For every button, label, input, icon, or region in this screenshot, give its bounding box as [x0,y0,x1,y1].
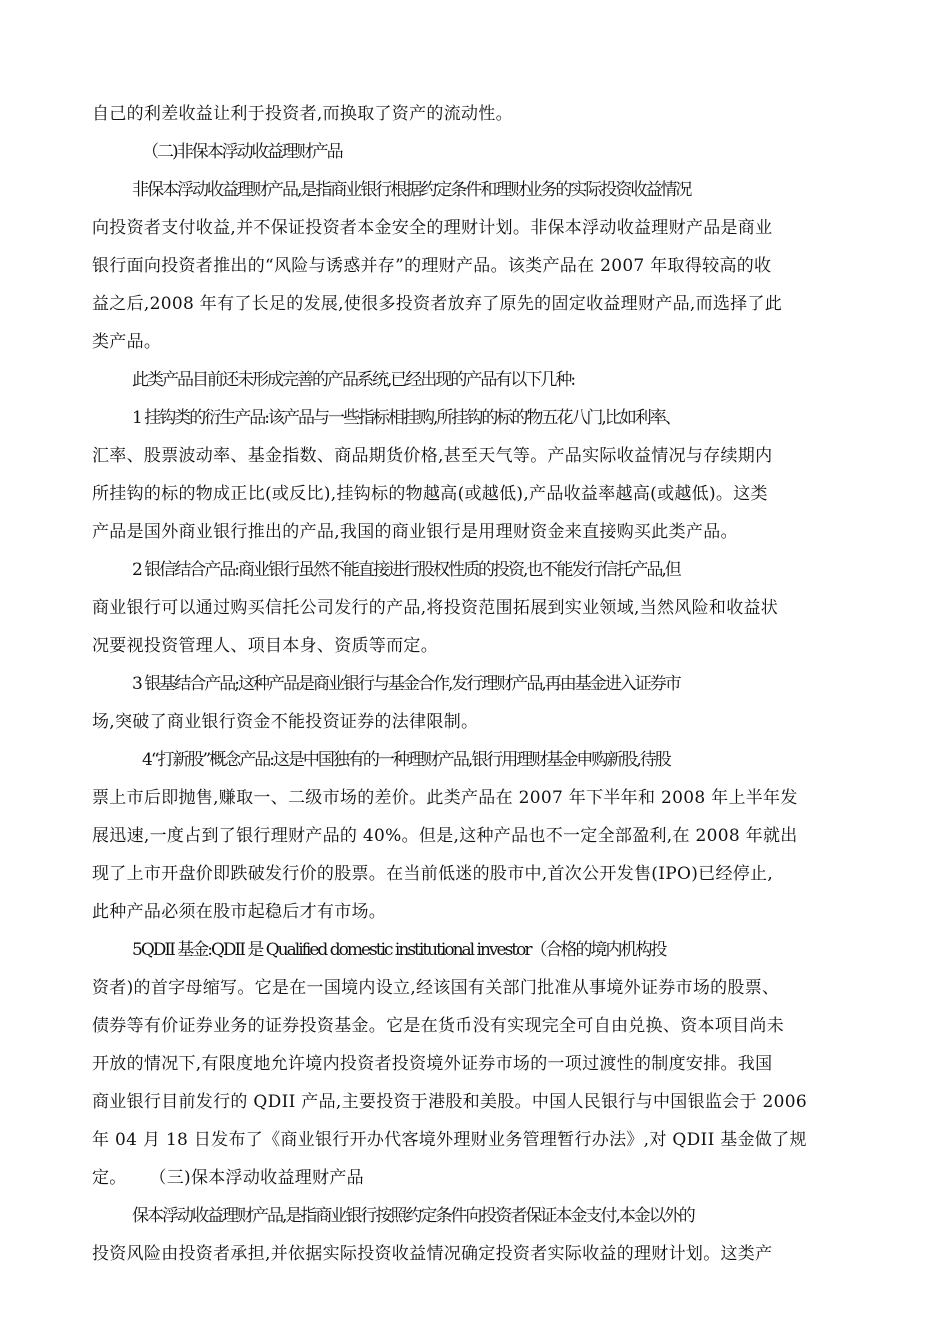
text-line: 商业银行目前发行的 QDII 产品,主要投资于港股和美股。中国人民银行与中国银监会于 2006 [92,1092,807,1112]
text-line: 此类产品目前还未形成完善的产品系统,已经出现的产品有以下几种: [132,370,575,390]
text-line: 展迅速,一度占到了银行理财产品的 40%。但是,这种产品也不一定全部盈利,在 2008 年就出 [92,826,798,846]
text-line: 向投资者支付收益,并不保证投资者本金安全的理财计划。非保本浮动收益理财产品是商业 [92,218,773,238]
text-line: 保本浮动收益理财产品,是指商业银行按照约定条件向投资者保证本金支付,本金以外的 [132,1206,694,1226]
text-line: 2 银信结合产品:商业银行虽然不能直接进行股权性质的投资,也不能发行信托产品,但 [132,560,680,580]
text-line: 场,突破了商业银行资金不能投资证券的法律限制。 [92,712,479,732]
text-line: 1 挂钩类的衍生产品:该产品与一些指标相挂购,所挂钩的标的物五花八门,比如利率、 [132,408,680,428]
text-line: 投资风险由投资者承担,并依据实际投资收益情况确定投资者实际收益的理财计划。这类产 [92,1244,773,1264]
text-line: 现了上市开盘价即跌破发行价的股票。在当前低迷的股市中,首次公开发售(IPO)已经停止, [92,864,774,884]
text-line: 定。 （三)保本浮动收益理财产品 [92,1168,364,1188]
text-line: 类产品。 [92,332,162,352]
text-line: 产品是国外商业银行推出的产品,我国的商业银行是用理财资金来直接购买此类产品。 [92,522,738,542]
text-line: 年 04 月 18 日发布了《商业银行开办代客境外理财业务管理暂行办法》,对 QDII 基金做了规 [92,1130,807,1150]
text-line: 3 银基结合产品;这种产品是商业银行与基金合作,发行理财产品,再由基金进入证券市 [132,674,680,694]
text-line: 商业银行可以通过购买信托公司发行的产品,将投资范围拓展到实业领域,当然风险和收益状 [92,598,779,618]
text-line: 5QDII 基金:QDII 是 Qualified domestic institutional investor（合格的境内机构投 [132,940,666,960]
text-line: 此种产品必须在股市起稳后才有市场。 [92,902,387,922]
section-heading: （二)非保本浮动收益理财产品 [142,142,342,162]
text-line: 债券等有价证券业务的证券投资基金。它是在货币没有实现完全可自由兑换、资本项目尚未 [92,1016,784,1036]
text-line: 所挂钩的标的物成正比(或反比),挂钩标的物越高(或越低),产品收益率越高(或越低)。这类 [92,484,768,504]
text-line: 资者)的首字母缩写。它是在一国境内设立,经该国有关部门批准从事境外证券市场的股票、 [92,978,780,998]
text-line: 况要视投资管理人、项目本身、资质等而定。 [92,636,438,656]
text-line: 银行面向投资者推出的“风险与诱惑并存”的理财产品。该类产品在 2007 年取得较高的收 [92,256,772,276]
text-line: 益之后,2008 年有了长足的发展,使很多投资者放弃了原先的固定收益理财产品,而选择了此 [92,294,783,314]
text-line: 开放的情况下,有限度地允许境内投资者投资境外证券市场的一项过渡性的制度安排。我国 [92,1054,773,1074]
text-line: 票上市后即抛售,赚取一、二级市场的差价。此类产品在 2007 年下半年和 2008 年上半年发 [92,788,798,808]
text-line: 4“打新股”概念产品:这是中国独有的一种理财产品,银行用理财基金申购新股,待股 [142,750,670,770]
text-line: 汇率、股票波动率、基金指数、商品期货价格,甚至天气等。产品实际收益情况与存续期内 [92,446,773,466]
text-line: 自己的利差收益让利于投资者,而换取了资产的流动性。 [92,104,513,124]
text-line: 非保本浮动收益理财产品,是指商业银行根据约定条件和理财业务的实际投资收益情况 [132,180,691,200]
